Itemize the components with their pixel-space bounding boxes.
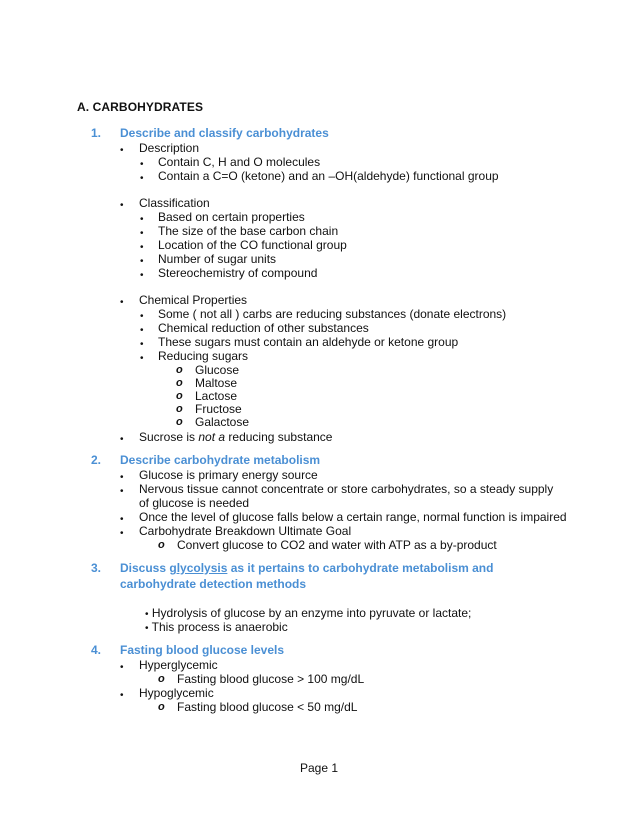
list-item: Location of the CO functional group [158, 238, 347, 252]
list-item: Contain a C=O (ketone) and an –OH(aldehyde) functional group [158, 169, 499, 183]
list-item: Fasting blood glucose < 50 mg/dL [177, 700, 358, 714]
list-item: Number of sugar units [158, 252, 277, 266]
list-item: • Hydrolysis of glucose by an enzyme into pyruvate or lactate; [145, 606, 472, 620]
bullet: • [140, 339, 144, 350]
list-item: Convert glucose to CO2 and water with ATP as a by-product [177, 538, 497, 552]
bullet: • [140, 311, 144, 322]
glycolysis-link[interactable]: glycolysis [169, 561, 228, 575]
q3-heading: Discuss glycolysis as it pertains to carbohydrate metabolism and carbohydrate detection methods [120, 561, 494, 591]
list-item: Fasting blood glucose > 100 mg/dL [177, 672, 365, 686]
list-item: Reducing sugars [158, 349, 249, 363]
bullet: • [120, 200, 124, 211]
sucrose-note: Sucrose is not a reducing substance [139, 430, 333, 444]
q1-heading: Describe and classify carbohydrates [120, 126, 329, 140]
classification-label: Classification [139, 196, 210, 210]
bullet: • [140, 256, 144, 267]
list-item: Contain C, H and O molecules [158, 155, 321, 169]
list-item: The size of the base carbon chain [158, 224, 339, 238]
bullet: • [120, 145, 124, 156]
list-item: Stereochemistry of compound [158, 266, 318, 280]
list-item: Carbohydrate Breakdown Ultimate Goal [139, 524, 352, 538]
bullet: • [140, 214, 144, 225]
circle-bullet-icon: o [158, 673, 165, 685]
list-item: Chemical reduction of other substances [158, 321, 369, 335]
list-item: Fructose [195, 402, 242, 416]
circle-bullet-icon: o [176, 377, 183, 389]
list-item: Once the level of glucose falls below a certain range, normal function is impaired [139, 510, 567, 524]
bullet: • [140, 228, 144, 239]
circle-bullet-icon: o [158, 539, 165, 551]
bullet: • [120, 662, 124, 673]
list-item: Galactose [195, 415, 250, 429]
q1-number: 1. [91, 126, 102, 140]
bullet: • [140, 325, 144, 336]
bullet: • [120, 472, 124, 483]
bullet: • [140, 159, 144, 170]
circle-bullet-icon: o [176, 364, 183, 376]
hyperglycemic-label: Hyperglycemic [139, 658, 218, 672]
hypoglycemic-label: Hypoglycemic [139, 686, 214, 700]
list-item: Glucose is primary energy source [139, 468, 318, 482]
list-item: Lactose [195, 389, 238, 403]
description-label: Description [139, 141, 200, 155]
bullet: • [140, 270, 144, 281]
list-item: Nervous tissue cannot concentrate or store carbohydrates, so a steady supply of glucose is needed [139, 482, 554, 510]
bullet: • [140, 353, 144, 364]
q2-number: 2. [91, 453, 102, 467]
circle-bullet-icon: o [176, 390, 183, 402]
bullet: • [120, 434, 124, 445]
circle-bullet-icon: o [176, 416, 183, 428]
list-item: These sugars must contain an aldehyde or ketone group [158, 335, 459, 349]
q4-heading: Fasting blood glucose levels [120, 643, 285, 657]
list-item: Glucose [195, 363, 240, 377]
bullet: • [120, 690, 124, 701]
list-item: Based on certain properties [158, 210, 305, 224]
list-item: Some ( not all ) carbs are reducing substances (donate electrons) [158, 307, 507, 321]
bullet: • [120, 528, 124, 539]
bullet: • [140, 242, 144, 253]
list-item: • This process is anaerobic [145, 620, 288, 634]
section-title: A. CARBOHYDRATES [77, 100, 204, 114]
q3-number: 3. [91, 561, 102, 575]
bullet: • [120, 514, 124, 525]
chemical-properties-label: Chemical Properties [139, 293, 248, 307]
bullet: • [140, 173, 144, 184]
bullet: • [120, 297, 124, 308]
list-item: Maltose [195, 376, 238, 390]
circle-bullet-icon: o [158, 701, 165, 713]
bullet: • [120, 486, 124, 497]
circle-bullet-icon: o [176, 403, 183, 415]
q4-number: 4. [91, 643, 102, 657]
page-number: Page 1 [299, 761, 339, 775]
q2-heading: Describe carbohydrate metabolism [120, 453, 321, 467]
